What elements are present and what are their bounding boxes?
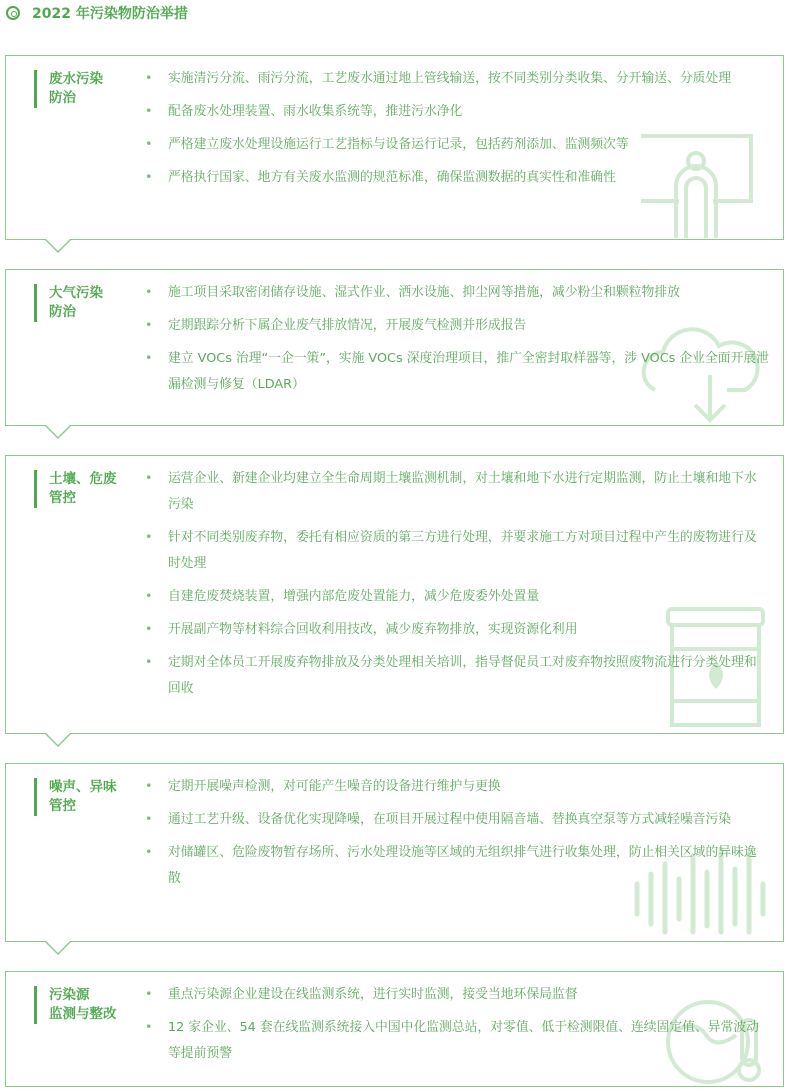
section-title: 废水污染 防治 (34, 70, 135, 108)
list-item: • 针对不同类别废弃物，委托有相应资质的第三方进行处理，并要求施工方对项目过程中产生的废物进行及时处理 (144, 525, 769, 577)
list-item: • 配备废水处理装置、雨水收集系统等，推进污水净化 (144, 99, 769, 125)
list-item: • 开展副产物等材料综合回收利用技改，减少废弃物排放，实现资源化利用 (144, 617, 769, 643)
section-title: 大气污染 防治 (34, 284, 135, 322)
page-header (6, 3, 188, 23)
list-item: • 运营企业、新建企业均建立全生命周期土壤监测机制，对土壤和地下水进行定期监测，防止土壤和地下水污染 (144, 466, 769, 518)
section-monitoring (5, 971, 784, 1087)
list-item: • 严格执行国家、地方有关废水监测的规范标准，确保监测数据的真实性和准确性 (144, 165, 769, 191)
section-air (5, 269, 784, 426)
list-item: • 施工项目采取密闭储存设施、湿式作业、洒水设施、抑尘网等措施，减少粉尘和颗粒物排放 (144, 280, 769, 306)
page-title: 2022 年污染物防治举措 (32, 6, 188, 22)
list-item: • 实施清污分流、雨污分流，工艺废水通过地上管线输送，按不同类别分类收集、分开输送、分质处理 (144, 66, 769, 92)
list-item: • 12 家企业、54 套在线监测系统接入中国中化监测总站，对零值、低于检测限值、连续固定值、异常波动等提前预警 (144, 1015, 769, 1067)
item-list (144, 774, 769, 899)
down-arrow-notch (44, 733, 72, 747)
list-item: • 定期对全体员工开展废弃物排放及分类处理相关培训，指导督促员工对废弃物按照废物流进行分类处理和回收 (144, 650, 769, 702)
section-noise-odor (5, 763, 784, 942)
item-list (144, 466, 769, 709)
item-list (144, 280, 769, 405)
list-item: • 定期开展噪声检测，对可能产生噪音的设备进行维护与更换 (144, 774, 769, 800)
list-item: • 建立 VOCs 治理“一企一策”，实施 VOCs 深度治理项目，推广全密封取样器等，涉 VOCs 企业全面开展泄漏检测与修复（LDAR） (144, 346, 769, 398)
section-title: 土壤、危废 管控 (34, 470, 135, 508)
item-list (144, 66, 769, 198)
section-soil-waste (5, 455, 784, 734)
down-arrow-notch (44, 239, 72, 253)
down-arrow-notch (44, 941, 72, 955)
list-item: • 通过工艺升级、设备优化实现降噪，在项目开展过程中使用隔音墙、替换真空泵等方式减轻噪音污染 (144, 807, 769, 833)
list-item: • 严格建立废水处理设施运行工艺指标与设备运行记录，包括药剂添加、监测频次等 (144, 132, 769, 158)
item-list (144, 982, 769, 1074)
target-circle-icon (6, 6, 20, 20)
section-title: 污染源 监测与整改 (34, 986, 135, 1024)
section-title: 噪声、异味 管控 (34, 778, 135, 816)
list-item: • 定期跟踪分析下属企业废气排放情况，开展废气检测并形成报告 (144, 313, 769, 339)
list-item: • 重点污染源企业建设在线监测系统，进行实时监测，接受当地环保局监督 (144, 982, 769, 1008)
list-item: • 对储罐区、危险废物暂存场所、污水处理设施等区域的无组织排气进行收集处理，防止相关区域的异味逸散 (144, 840, 769, 892)
down-arrow-notch (44, 425, 72, 439)
list-item: • 自建危废焚烧装置，增强内部危废处置能力，减少危废委外处置量 (144, 584, 769, 610)
section-wastewater (5, 55, 784, 240)
